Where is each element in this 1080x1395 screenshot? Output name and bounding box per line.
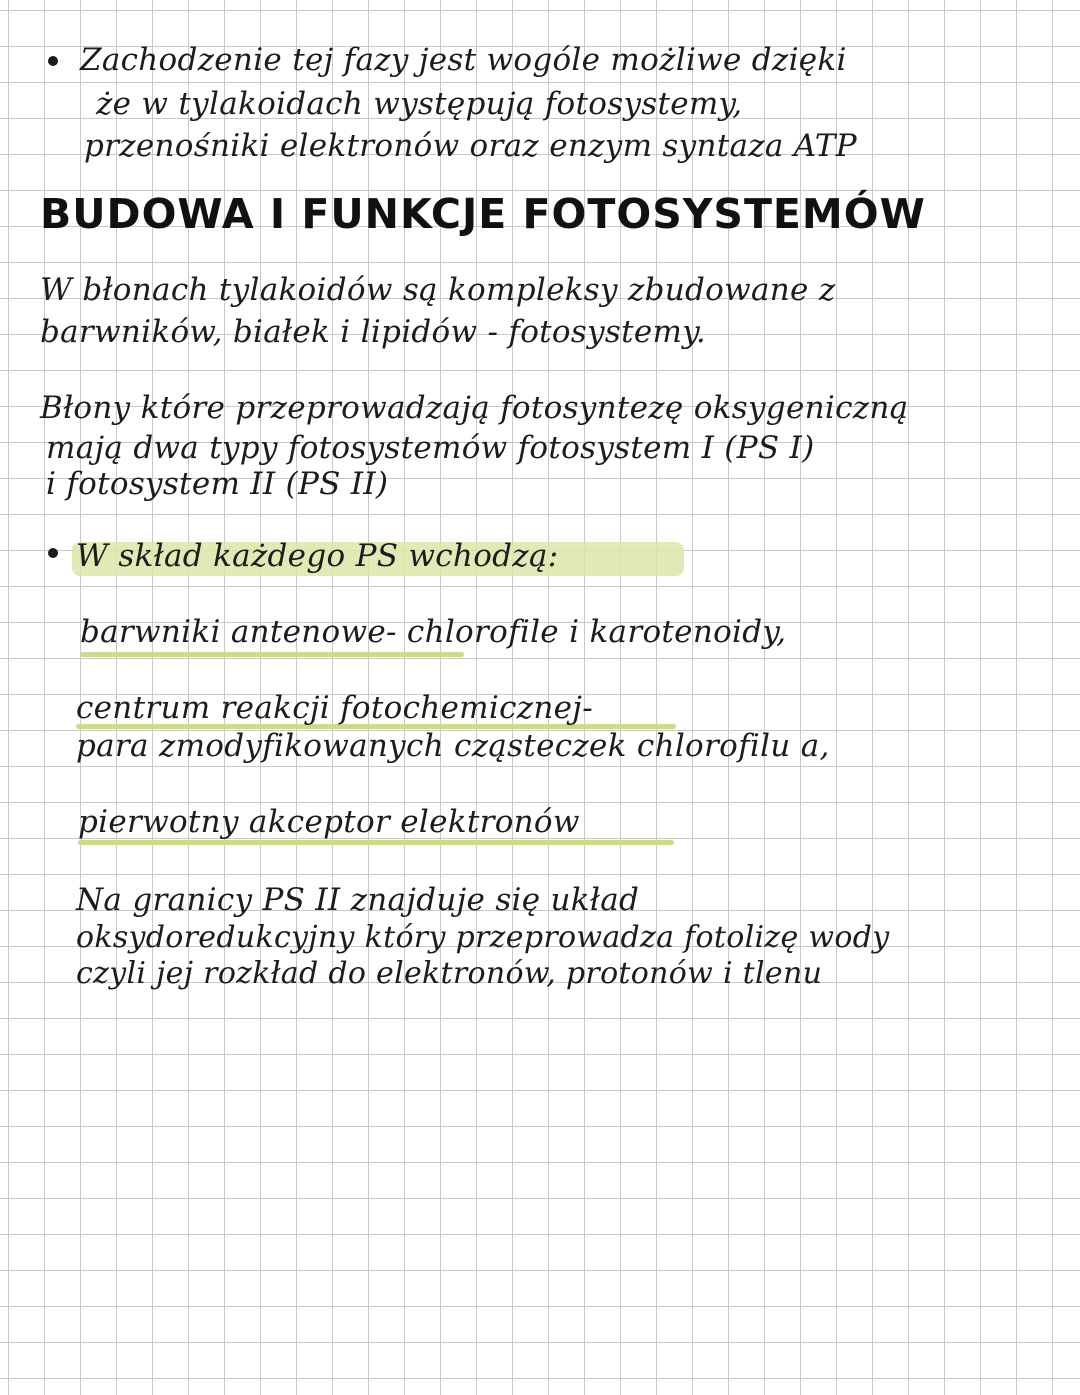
para1-line-1: W błonach tylakoidów są kompleksy zbudowane z bbox=[40, 272, 836, 308]
component-description: - bbox=[582, 690, 593, 726]
para3-line-2: oksydoredukcyjny który przeprowadza fotolizę wody bbox=[76, 920, 890, 955]
para3-line-3: czyli jej rozkład do elektronów, protonów i tlenu bbox=[76, 956, 823, 991]
para2-line-3: i fotosystem II (PS II) bbox=[46, 466, 389, 502]
term-underline bbox=[80, 652, 464, 657]
component-item-2 bbox=[76, 688, 593, 728]
para3-line-1: Na granicy PS II znajduje się układ bbox=[76, 882, 640, 918]
para2-line-1: Błony które przeprowadzają fotosyntezę oksygeniczną bbox=[40, 390, 909, 426]
component-description: - chlorofile i karotenoidy, bbox=[385, 614, 787, 650]
bullet-dot bbox=[48, 548, 58, 558]
component-term: pierwotny akceptor elektronów bbox=[78, 804, 580, 840]
components-intro: W skład każdego PS wchodzą: bbox=[76, 538, 559, 574]
para2-line-2: mają dwa typy fotosystemów fotosystem I (PS I) bbox=[46, 430, 815, 466]
intro-line-1: Zachodzenie tej fazy jest wogóle możliwe dzięki bbox=[80, 42, 847, 78]
para1-line-2: barwników, białek i lipidów - fotosystemy. bbox=[40, 314, 707, 350]
component-item-1 bbox=[80, 612, 786, 652]
component-term: barwniki antenowe bbox=[80, 614, 386, 650]
component-term: centrum reakcji fotochemicznej bbox=[76, 690, 583, 726]
intro-line-3: przenośniki elektronów oraz enzym syntaza ATP bbox=[84, 128, 857, 164]
bullet-dot bbox=[48, 56, 58, 66]
section-heading: BUDOWA I FUNKCJE FOTOSYSTEMÓW bbox=[40, 190, 926, 238]
component-item-3 bbox=[78, 802, 580, 842]
component-item-2-line-2: para zmodyfikowanych cząsteczek chlorofilu a, bbox=[76, 728, 830, 764]
intro-line-2: że w tylakoidach występują fotosystemy, bbox=[96, 86, 743, 122]
